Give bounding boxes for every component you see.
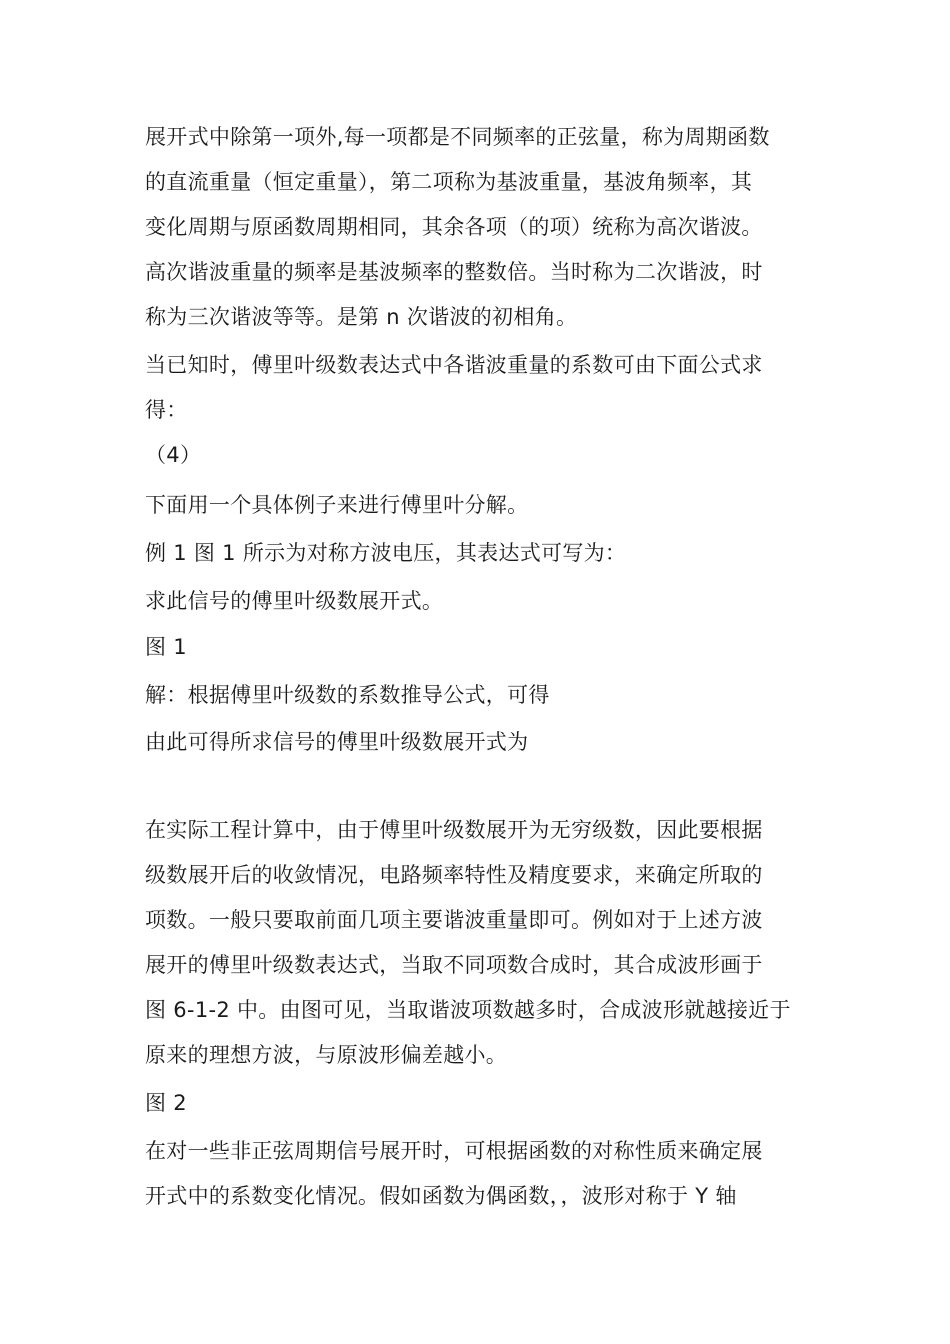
figure-2-label: 图 2 <box>145 1091 187 1115</box>
text-line-8: 下面用一个具体例子来进行傅里叶分解。 <box>145 493 529 517</box>
text-line-10: 求此信号的傅里叶级数展开式。 <box>145 589 444 613</box>
text-line-21: 在对一些非正弦周期信号展开时，可根据函数的对称性质来确定展 <box>145 1139 763 1163</box>
text-line-13: 由此可得所求信号的傅里叶级数展开式为 <box>145 730 529 754</box>
example-1-heading: 例 1 图 1 所示为对称方波电压，其表达式可写为： <box>145 541 627 565</box>
text-line-5: 称为三次谐波等等。是第 n 次谐波的初相角。 <box>145 305 578 329</box>
text-line-7: 得： <box>145 398 188 422</box>
text-line-15: 级数展开后的收敛情况，电路频率特性及精度要求，来确定所取的 <box>145 863 763 887</box>
text-line-19: 原来的理想方波，与原波形偏差越小。 <box>145 1043 508 1067</box>
text-line-16: 项数。一般只要取前面几项主要谐波重量即可。例如对于上述方波 <box>145 908 763 932</box>
text-line-14: 在实际工程计算中，由于傅里叶级数展开为无穷级数，因此要根据 <box>145 818 763 842</box>
equation-label-4: （4） <box>145 443 202 467</box>
text-line-6: 当已知时，傅里叶级数表达式中各谐波重量的系数可由下面公式求 <box>145 353 763 377</box>
text-line-18: 图 6-1-2 中。由图可见，当取谐波项数越多时，合成波形就越接近于 <box>145 998 791 1022</box>
text-line-3: 变化周期与原函数周期相同，其余各项（的项）统称为高次谐波。 <box>145 215 763 239</box>
figure-1-label: 图 1 <box>145 635 187 659</box>
solution-line: 解：根据傅里叶级数的系数推导公式，可得 <box>145 683 550 707</box>
text-line-2: 的直流重量（恒定重量），第二项称为基波重量，基波角频率，其 <box>145 170 753 194</box>
text-line-1: 展开式中除第一项外,每一项都是不同频率的正弦量，称为周期函数 <box>145 125 770 149</box>
text-line-17: 展开的傅里叶级数表达式，当取不同项数合成时，其合成波形画于 <box>145 953 763 977</box>
text-line-4: 高次谐波重量的频率是基波频率的整数倍。当时称为二次谐波，时 <box>145 260 763 284</box>
text-line-22: 开式中的系数变化情况。假如函数为偶函数，，波形对称于 Y 轴 <box>145 1184 737 1208</box>
